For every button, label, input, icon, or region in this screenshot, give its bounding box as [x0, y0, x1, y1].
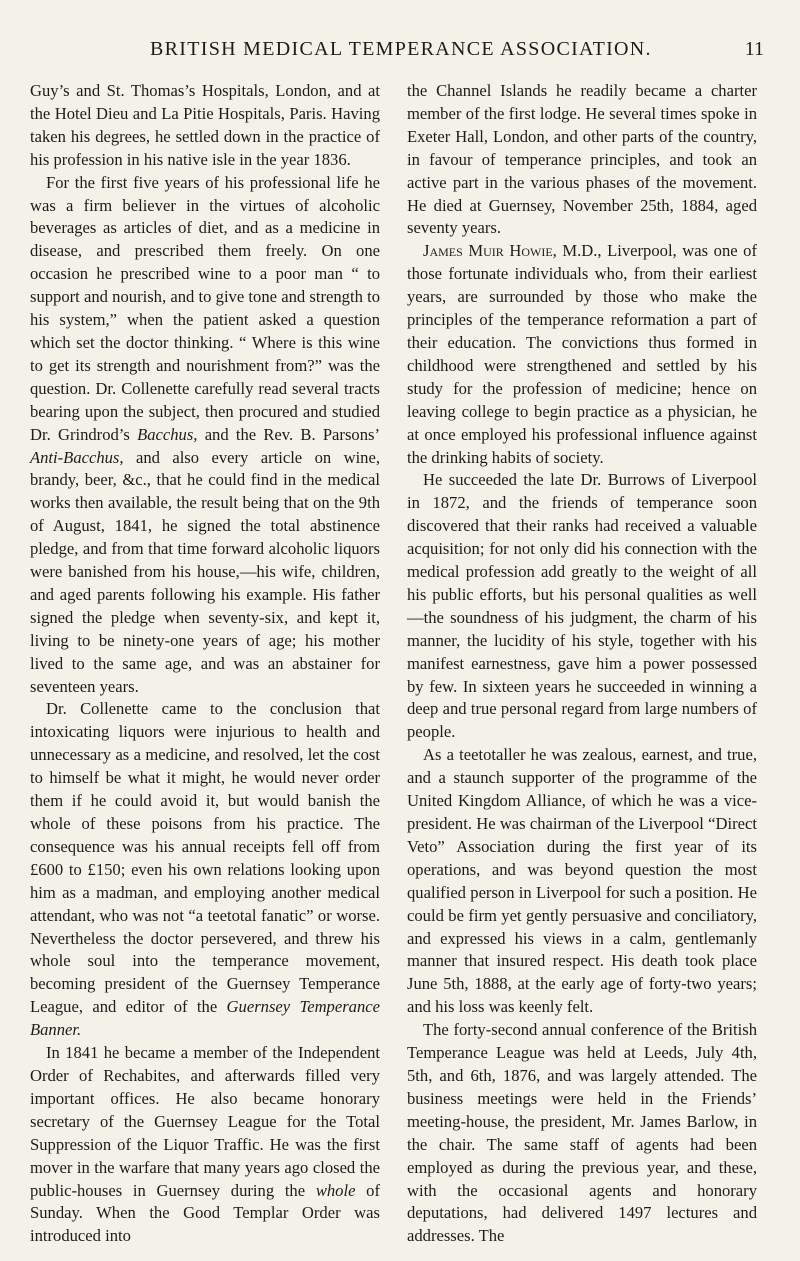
page-header	[150, 38, 764, 64]
paragraph-left-4: In 1841 he became a member of the Independent Order of Rechabites, and afterwards filled very important offices. He also became honorary secretary of the Guernsey League for the Total Suppression of the Liquor Traffic. He was the first mover in the warfare that many years ago closed the public-houses in Guernsey during the whole of Sunday. When the Good Templar Order was introduced into	[30, 1043, 380, 1246]
running-title: BRITISH MEDICAL TEMPERANCE ASSOCIATION.	[150, 38, 652, 60]
paragraph-left-3: Dr. Collenette came to the conclusion that intoxicating liquors were injurious to health and unnecessary as a medicine, and resolved, let the cost to himself be what it might, he would never order them if he could avoid it, but would banish the whole of these poisons from his practice. The consequence was his annual receipts fell off from £600 to £150; even his own relations looking upon him as a madman, and employing another medical attendant, who was not “a teetotal fanatic” or worse. Nevertheless the doctor persevered, and threw his whole soul into the temperance movement, becoming president of the Guernsey Temperance League, and editor of the Guernsey Temperance Banner.	[30, 699, 380, 1040]
paragraph-right-2: James Muir Howie, M.D., Liverpool, was one of those fortunate individuals who, from their earliest years, are surrounded by those who make the principles of the temperance reformation a part of their education. The convictions thus formed in childhood were strengthened and settled by his study for the profession of medicine; hence on leaving college to begin practice as a physician, he at once employed his professional influence against the drinking habits of society.	[407, 241, 757, 467]
paragraph-left-2: For the first five years of his professional life he was a firm believer in the virtues of alcoholic beverages as articles of diet, and as a medicine in disease, and prescribed them freely. On one occasion he prescribed wine to a poor man “ to support and nourish, and to give tone and strength to his system,” when the patient asked a question which set the doctor thinking. “ Where is this wine to get its strength and nourishment from?” was the question. Dr. Collenette carefully read several tracts bearing upon the subject, then procured and studied Dr. Grindrod’s Bacchus, and the Rev. B. Parsons’ Anti-Bacchus, and also every article on wine, brandy, beer, &c., that he could find in the medical works then available, the result being that on the 9th of August, 1841, he signed the total abstinence pledge, and from that time forward alcoholic liquors were banished from his house,—his wife, children, and aged parents following his example. His father signed the pledge when seventy-six, and kept it, living to be ninety-one years of age; his mother lived to the same age, and was an abstainer for seventeen years.	[30, 172, 380, 696]
paragraph-left-1: Guy’s and St. Thomas’s Hospitals, London, and at the Hotel Dieu and La Pitie Hospitals, Paris. Having taken his degrees, he settled down in the practice of his profession in his native isle in the year 1836.	[30, 81, 380, 169]
person-name: James Muir Howie	[423, 241, 553, 261]
paragraph-right-3: He succeeded the late Dr. Burrows of Liverpool in 1872, and the friends of temperance soon discovered that their ranks had received a valuable acquisition; for not only did his connection with the medical profession add greatly to the weight of all his public efforts, but his personal qualities as well—the soundness of his judgment, the charm of his manner, the lucidity of his style, together with his manifest earnestness, gave him a power possessed by few. In sixteen years he succeeded in winning a deep and true personal regard from large numbers of people.	[407, 470, 757, 742]
paragraph-right-1: the Channel Islands he readily became a charter member of the first lodge. He several times spoke in Exeter Hall, London, and other parts of the country, in favour of temperance principles, and took an active part in the various phases of the movement. He died at Guernsey, November 25th, 1884, aged seventy years.	[407, 81, 757, 238]
page-number: 11	[744, 38, 764, 60]
left-column	[30, 80, 380, 1248]
right-column	[407, 80, 757, 1248]
paragraph-right-4: As a teetotaller he was zealous, earnest, and true, and a staunch supporter of the programme of the United Kingdom Alliance, of which he was a vice-president. He was chairman of the Liverpool “Direct Veto” Association during the first year of its operations, and was beyond question the most qualified person in Liverpool for such a position. He could be firm yet gently persuasive and conciliatory, and expressed his views in a calm, gentlemanly manner that insured respect. His death took place June 5th, 1888, at the early age of forty-two years; and his loss was keenly felt.	[407, 745, 757, 1017]
paragraph-right-5: The forty-second annual conference of the British Temperance League was held at Leeds, July 4th, 5th, and 6th, 1876, and was largely attended. The business meetings were held in the Friends’ meeting-house, the president, Mr. James Barlow, in the chair. The same staff of agents had been employed as during the previous year, and these, with the occasional agents and honorary deputations, had delivered 1497 lectures and addresses. The	[407, 1020, 757, 1246]
